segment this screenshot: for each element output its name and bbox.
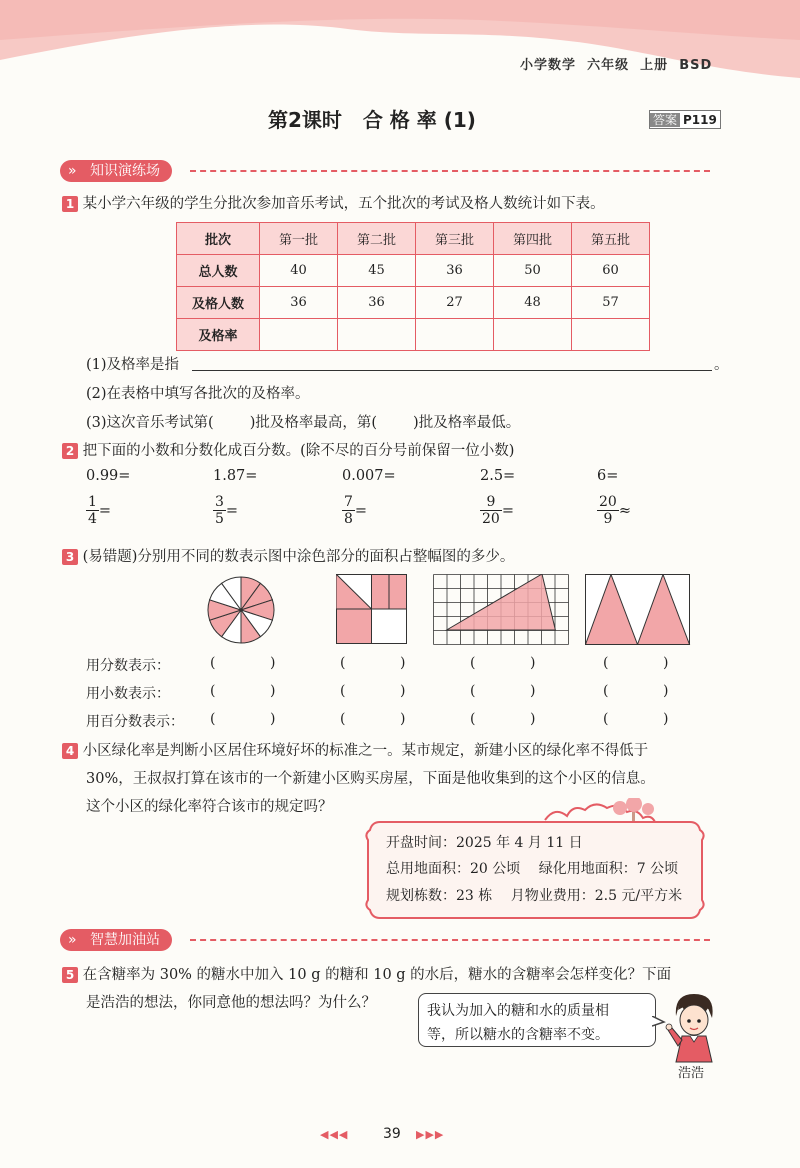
table-row xyxy=(177,223,650,255)
q1-stem xyxy=(62,192,605,213)
table-cell: 36 xyxy=(260,287,338,319)
q1-sub2: (2)在表格中填写各批次的及格率。 xyxy=(86,386,310,402)
boy-illustration xyxy=(664,990,724,1064)
q5-line1: 在含糖率为 30% 的糖水中加入 10 g 的糖和 10 g 的水后，糖水的含糖率会怎样变化？下面 xyxy=(82,967,672,983)
q2-fraction-1 xyxy=(86,494,111,527)
figure-triangles xyxy=(585,574,691,646)
table-cell: 36 xyxy=(338,287,416,319)
section-arrow-icon: » xyxy=(68,163,77,179)
q2-text: 把下面的小数和分数化成百分数。(除不尽的百分号前保留一位小数) xyxy=(82,443,515,459)
answer-blank[interactable] xyxy=(482,683,528,701)
fraction-numerator: 20 xyxy=(599,494,617,510)
answer-cell[interactable] xyxy=(338,319,416,351)
q2-number: 2 xyxy=(62,443,78,459)
table-cell: 第五批 xyxy=(572,223,650,255)
q3-row-label-percent: 用百分数表示： xyxy=(86,714,184,730)
table-cell: 及格率 xyxy=(177,319,260,351)
q3-text: (易错题)分别用不同的数表示图中涂色部分的面积占整幅图的多少。 xyxy=(82,549,515,565)
fraction-denominator: 8 xyxy=(344,511,353,527)
table-cell: 及格人数 xyxy=(177,287,260,319)
answer-tag: 答案 xyxy=(650,113,680,127)
answer-cell[interactable] xyxy=(260,319,338,351)
q3-stem xyxy=(62,545,514,566)
table-cell: 总人数 xyxy=(177,255,260,287)
section-boost xyxy=(60,929,172,951)
answer-paren-open: ( xyxy=(210,683,216,699)
answer-paren-open: ( xyxy=(470,711,476,727)
answer-paren-open: ( xyxy=(210,711,216,727)
fraction-numerator: 7 xyxy=(344,494,353,510)
page-title xyxy=(268,104,476,133)
table-cell: 50 xyxy=(494,255,572,287)
answer-paren-close: ) xyxy=(270,711,276,727)
table-cell: 27 xyxy=(416,287,494,319)
q1-sub1 xyxy=(86,353,179,374)
answer-blank[interactable] xyxy=(615,683,661,701)
fraction-op: = xyxy=(354,503,368,519)
answer-blank[interactable] xyxy=(352,655,398,673)
section-boost-label: 智慧加油站 xyxy=(90,932,160,948)
q2-decimal-5: 6= xyxy=(597,468,619,484)
q5-number: 5 xyxy=(62,967,78,983)
answer-paren-close: ) xyxy=(400,683,406,699)
bubble-line1: 我认为加入的糖和水的质量相 xyxy=(427,1003,609,1019)
header-subject: 小学数学 xyxy=(520,58,577,73)
q2-decimal-1: 0.99= xyxy=(86,468,131,484)
q1-number: 1 xyxy=(62,196,78,212)
answer-cell[interactable] xyxy=(572,319,650,351)
q4-stem xyxy=(62,739,648,760)
q2-decimal-2: 1.87= xyxy=(213,468,258,484)
table-row xyxy=(177,255,650,287)
q3-row-label-decimal: 用小数表示： xyxy=(86,686,170,702)
q1-table xyxy=(176,222,650,351)
q1-sub3-part-b: )批及格率最高，第( xyxy=(249,415,378,431)
fraction-op: = xyxy=(225,503,239,519)
header-term: 上册 xyxy=(640,58,669,73)
answer-paren-close: ) xyxy=(400,711,406,727)
answer-paren-close: ) xyxy=(663,711,669,727)
answer-badge[interactable] xyxy=(649,110,721,129)
fraction-numerator: 3 xyxy=(215,494,224,510)
fraction-op: ≈ xyxy=(618,503,631,519)
answer-paren-open: ( xyxy=(470,655,476,671)
answer-paren-open: ( xyxy=(340,683,346,699)
answer-paren-open: ( xyxy=(340,655,346,671)
q1-text: 某小学六年级的学生分批次参加音乐考试，五个批次的考试及格人数统计如下表。 xyxy=(82,196,605,212)
info-open-date: 开盘时间：2025 年 4 月 11 日 xyxy=(386,835,583,851)
fraction-denominator: 4 xyxy=(88,511,97,527)
section-practice-rule xyxy=(190,170,710,172)
table-cell: 48 xyxy=(494,287,572,319)
fraction-denominator: 20 xyxy=(482,511,500,527)
answer-paren-open: ( xyxy=(603,655,609,671)
q2-decimal-3: 0.007= xyxy=(342,468,396,484)
fraction-numerator: 1 xyxy=(88,494,97,510)
section-boost-rule xyxy=(190,939,710,941)
q5-line2: 是浩浩的想法，你同意他的想法吗？为什么？ xyxy=(86,995,376,1011)
q2-fraction-4 xyxy=(480,494,514,527)
answer-blank[interactable] xyxy=(222,711,268,729)
fraction-op: = xyxy=(501,503,514,519)
answer-paren-close: ) xyxy=(400,655,406,671)
q4-line2: 30%，王叔叔打算在该市的一个新建小区购买房屋，下面是他收集到的这个小区的信息。 xyxy=(86,771,655,787)
q3-number: 3 xyxy=(62,549,78,565)
fraction-op: = xyxy=(98,503,112,519)
fraction-denominator: 5 xyxy=(215,511,224,527)
table-row xyxy=(177,287,650,319)
header-grade: 六年级 xyxy=(587,58,630,73)
answer-paren-close: ) xyxy=(663,683,669,699)
header-edition: BSD xyxy=(679,58,713,73)
q4-line3: 这个小区的绿化率符合该市的规定吗？ xyxy=(86,799,333,815)
footer-right-arrows: ▶▶▶ xyxy=(416,1128,445,1141)
answer-blank[interactable] xyxy=(222,655,268,673)
info-buildings-fee: 规划栋数：23 栋 月物业费用：2.5 元/平方米 xyxy=(386,888,683,904)
q2-fraction-3 xyxy=(342,494,367,527)
answer-blank[interactable] xyxy=(352,683,398,701)
page-number: 39 xyxy=(383,1126,401,1142)
boy-name: 浩浩 xyxy=(678,1066,705,1081)
table-cell: 第三批 xyxy=(416,223,494,255)
answer-blank[interactable] xyxy=(352,711,398,729)
answer-paren-close: ) xyxy=(530,683,536,699)
lesson-topic: 合 格 率 (1) xyxy=(362,108,476,132)
header-wave xyxy=(0,0,800,90)
answer-paren-close: ) xyxy=(530,655,536,671)
answer-page: P119 xyxy=(683,113,717,127)
lesson-number: 第2课时 xyxy=(268,108,342,132)
q5-stem xyxy=(62,963,671,984)
bubble-line2: 等，所以糖水的含糖率不变。 xyxy=(427,1027,609,1043)
answer-paren-open: ( xyxy=(603,683,609,699)
q2-fraction-5 xyxy=(597,494,631,527)
answer-cell[interactable] xyxy=(494,319,572,351)
table-cell: 60 xyxy=(572,255,650,287)
answer-paren-open: ( xyxy=(603,711,609,727)
answer-paren-close: ) xyxy=(270,655,276,671)
answer-paren-close: ) xyxy=(530,711,536,727)
table-cell: 45 xyxy=(338,255,416,287)
section-arrow-icon: » xyxy=(68,932,77,948)
section-practice-label: 知识演练场 xyxy=(90,163,160,179)
section-practice xyxy=(60,160,172,182)
table-cell: 第一批 xyxy=(260,223,338,255)
q1-sub1-blank[interactable] xyxy=(192,370,712,371)
q1-sub1-end: 。 xyxy=(714,357,729,373)
answer-paren-open: ( xyxy=(340,711,346,727)
answer-cell[interactable] xyxy=(416,319,494,351)
q4-line1: 小区绿化率是判断小区居住环境好坏的标准之一。某市规定，新建小区的绿化率不得低于 xyxy=(82,743,649,759)
q3-row-label-fraction: 用分数表示： xyxy=(86,658,170,674)
table-row xyxy=(177,319,650,351)
fraction-numerator: 9 xyxy=(480,494,502,511)
fraction-denominator: 9 xyxy=(603,511,613,527)
table-cell: 57 xyxy=(572,287,650,319)
table-cell: 40 xyxy=(260,255,338,287)
answer-paren-open: ( xyxy=(210,655,216,671)
answer-paren-open: ( xyxy=(470,683,476,699)
answer-blank[interactable] xyxy=(615,655,661,673)
answer-blank[interactable] xyxy=(482,655,528,673)
q1-sub3-part-c: )批及格率最低。 xyxy=(413,415,521,431)
q1-sub1-text: (1)及格率是指 xyxy=(86,357,180,373)
answer-blank[interactable] xyxy=(482,711,528,729)
table-cell: 36 xyxy=(416,255,494,287)
q1-sub3-part-a: (3)这次音乐考试第( xyxy=(86,415,214,431)
q2-stem xyxy=(62,439,514,460)
answer-paren-close: ) xyxy=(663,655,669,671)
answer-paren-close: ) xyxy=(270,683,276,699)
figure-grid xyxy=(433,574,570,646)
figure-circle xyxy=(206,575,276,645)
answer-blank[interactable] xyxy=(222,683,268,701)
table-cell: 第二批 xyxy=(338,223,416,255)
table-cell: 批次 xyxy=(177,223,260,255)
figure-square xyxy=(336,574,408,644)
answer-blank[interactable] xyxy=(615,711,661,729)
header-info xyxy=(520,54,712,73)
q2-fraction-2 xyxy=(213,494,238,527)
footer-left-arrows: ◀◀◀ xyxy=(320,1128,349,1141)
q4-number: 4 xyxy=(62,743,78,759)
q1-sub3 xyxy=(86,411,520,432)
q2-decimal-4: 2.5= xyxy=(480,468,516,484)
table-cell: 第四批 xyxy=(494,223,572,255)
info-area: 总用地面积：20 公顷 绿化用地面积：7 公顷 xyxy=(386,861,679,877)
